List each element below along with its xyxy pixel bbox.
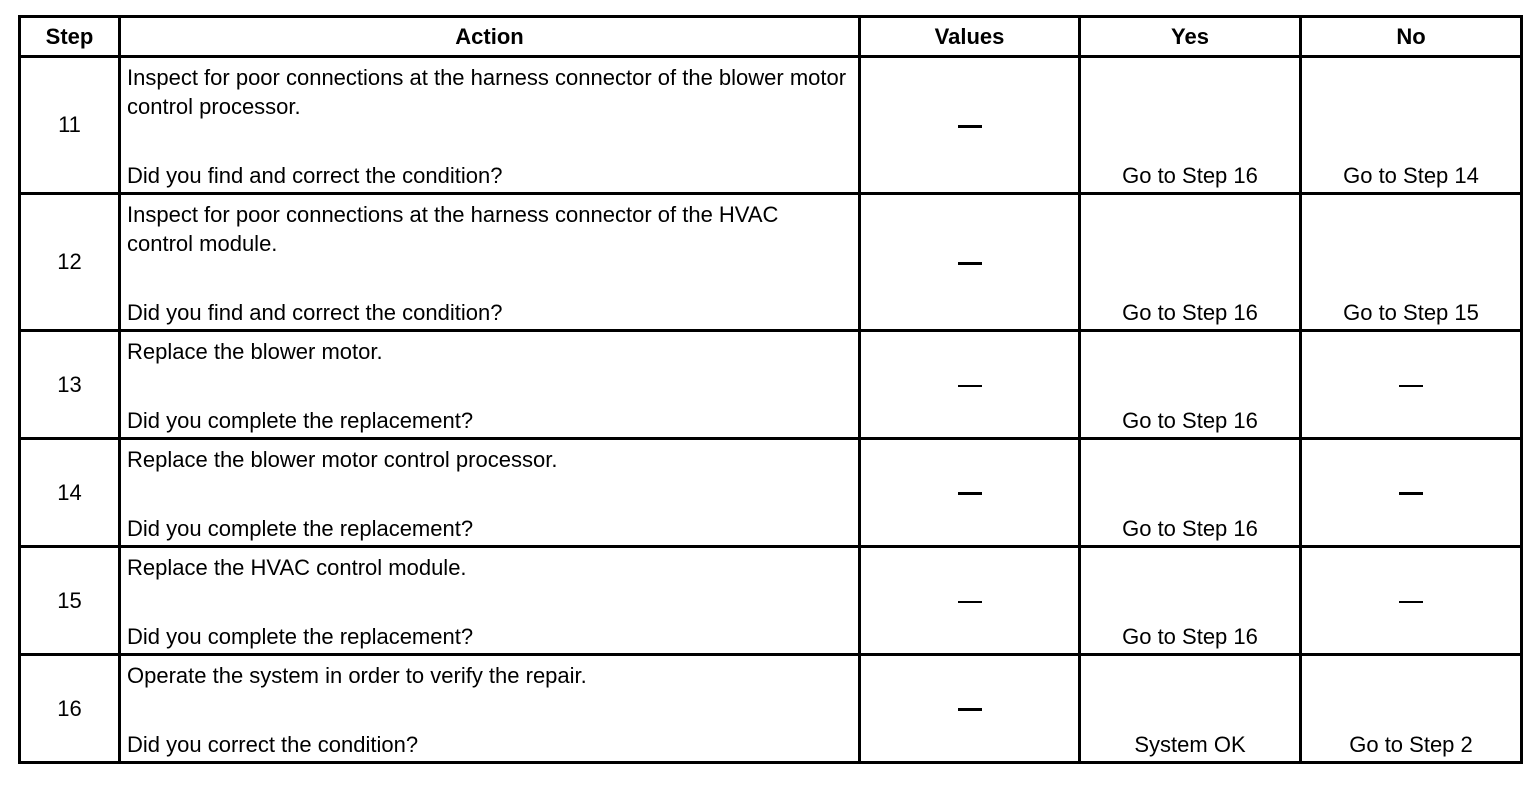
action-cell	[120, 194, 860, 331]
values-cell	[860, 194, 1080, 331]
diagnostic-table	[18, 15, 1523, 764]
no-cell	[1301, 57, 1522, 194]
yes-cell	[1080, 439, 1301, 547]
header-action: Action	[120, 17, 860, 57]
dash-icon	[958, 385, 982, 387]
dash-icon	[958, 262, 982, 265]
yes-target: Go to Step 16	[1122, 624, 1258, 649]
dash-icon	[958, 601, 982, 603]
table-row	[20, 547, 1522, 655]
step-number: 11	[20, 57, 120, 194]
action-instruction: Inspect for poor connections at the harness connector of the HVAC control module.	[127, 202, 779, 256]
action-question: Did you find and correct the condition?	[127, 300, 503, 325]
header-no: No	[1301, 17, 1522, 57]
yes-cell	[1080, 57, 1301, 194]
no-cell	[1301, 547, 1522, 655]
no-cell	[1301, 655, 1522, 763]
table-row	[20, 194, 1522, 331]
action-instruction: Replace the HVAC control module.	[127, 555, 467, 580]
action-question: Did you correct the condition?	[127, 732, 419, 757]
table-row	[20, 57, 1522, 194]
no-cell	[1301, 331, 1522, 439]
action-cell	[120, 547, 860, 655]
action-cell	[120, 439, 860, 547]
values-cell	[860, 439, 1080, 547]
yes-target: Go to Step 16	[1122, 300, 1258, 325]
action-cell	[120, 57, 860, 194]
step-number: 15	[20, 547, 120, 655]
action-instruction: Operate the system in order to verify the repair.	[127, 663, 587, 688]
header-yes: Yes	[1080, 17, 1301, 57]
no-target: Go to Step 15	[1343, 300, 1479, 325]
action-instruction: Replace the blower motor.	[127, 339, 383, 364]
dash-icon	[1399, 385, 1423, 387]
step-number: 16	[20, 655, 120, 763]
table-row	[20, 331, 1522, 439]
values-cell	[860, 57, 1080, 194]
yes-cell	[1080, 547, 1301, 655]
dash-icon	[958, 125, 982, 128]
dash-icon	[1399, 492, 1423, 495]
step-number: 12	[20, 194, 120, 331]
no-cell	[1301, 439, 1522, 547]
yes-cell	[1080, 655, 1301, 763]
action-cell	[120, 331, 860, 439]
yes-target: Go to Step 16	[1122, 516, 1258, 541]
action-instruction: Replace the blower motor control processor.	[127, 447, 558, 472]
yes-target: Go to Step 16	[1122, 408, 1258, 433]
action-question: Did you find and correct the condition?	[127, 163, 503, 188]
values-cell	[860, 655, 1080, 763]
header-row	[20, 17, 1522, 57]
dash-icon	[958, 708, 982, 711]
values-cell	[860, 331, 1080, 439]
no-target: Go to Step 14	[1343, 163, 1479, 188]
action-question: Did you complete the replacement?	[127, 408, 474, 433]
no-target: Go to Step 2	[1349, 732, 1473, 757]
table-row	[20, 439, 1522, 547]
yes-target: Go to Step 16	[1122, 163, 1258, 188]
step-number: 13	[20, 331, 120, 439]
dash-icon	[1399, 601, 1423, 603]
yes-cell	[1080, 331, 1301, 439]
action-question: Did you complete the replacement?	[127, 624, 474, 649]
table-row	[20, 655, 1522, 763]
action-instruction: Inspect for poor connections at the harness connector of the blower motor control processor.	[127, 65, 847, 119]
yes-cell	[1080, 194, 1301, 331]
dash-icon	[958, 492, 982, 495]
yes-target: System OK	[1134, 732, 1246, 757]
step-number: 14	[20, 439, 120, 547]
header-values: Values	[860, 17, 1080, 57]
action-cell	[120, 655, 860, 763]
values-cell	[860, 547, 1080, 655]
no-cell	[1301, 194, 1522, 331]
action-question: Did you complete the replacement?	[127, 516, 474, 541]
header-step: Step	[20, 17, 120, 57]
